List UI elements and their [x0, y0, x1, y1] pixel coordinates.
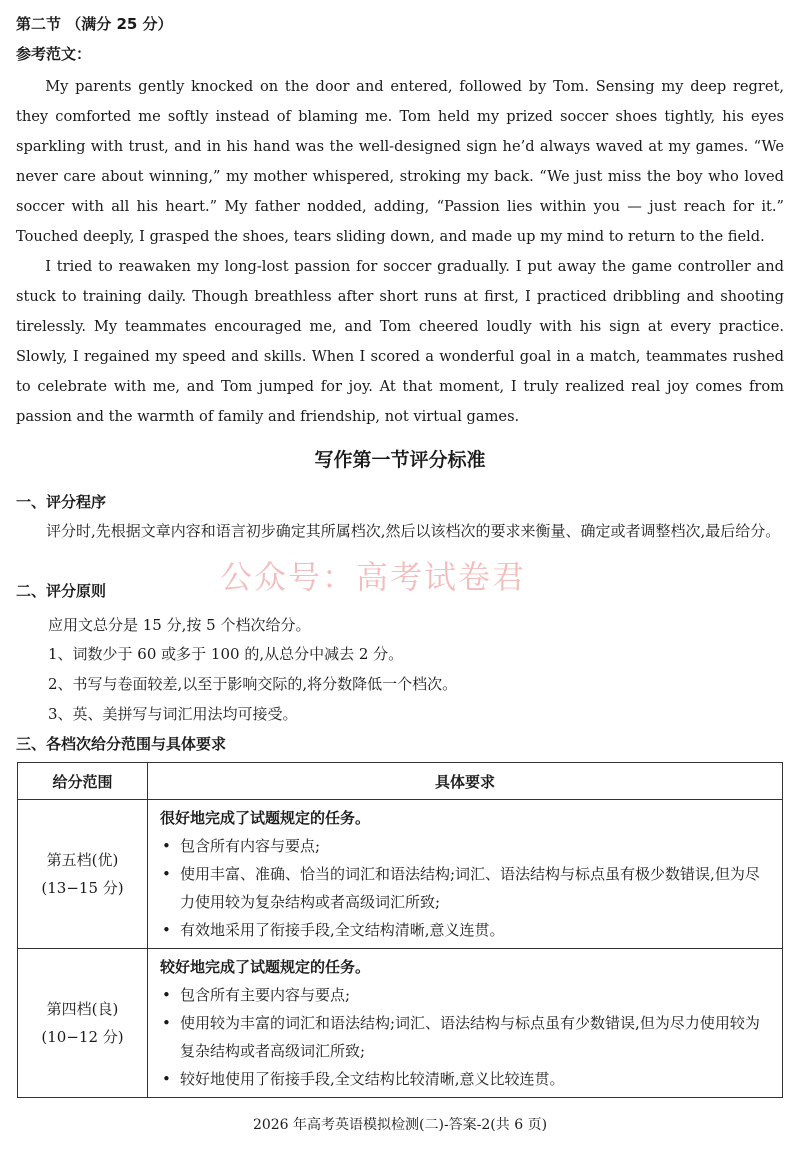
- sample-essay-label: 参考范文：: [16, 45, 92, 63]
- bullet-icon: •: [162, 1014, 171, 1032]
- sample-essay: [16, 72, 784, 432]
- watermark: 公众号：高考试卷君: [220, 558, 527, 596]
- page-footer: 2026 年高考英语模拟检测(二)-答案-2(共 6 页): [252, 1117, 548, 1133]
- essay-paragraph-2: I tried to reawaken my long-lost passion for soccer gradually. I put away the game controller and stuck to training daily. Though breathless after short runs at first, I practiced dribbling and shooting tirelessly. My teammates encouraged me, and Tom cheered loudly with his sign at every practice. Slowly, I regained my speed and skills. When I scored a wonderful goal in a match, teammates rushed to celebrate with me, and Tom jumped for joy. At that moment, I truly realized real joy comes from passion and the warmth of family and friendship, not virtual games.: [16, 258, 784, 425]
- part1-text: 评分时,先根据文章内容和语言初步确定其所属档次,然后以该档次的要求来衡量、确定或者调整档次,最后给分。: [46, 522, 781, 540]
- criteria-title: 写作第一节评分标准: [314, 449, 486, 471]
- requirement-summary: 较好地完成了试题规定的任务。: [160, 958, 371, 976]
- requirement-item: • 使用较为丰富的词汇和语法结构;词汇、语法结构与标点虽有少数错误,但为尽力使用较为复杂结构或者高级词汇所致;: [160, 1009, 772, 1065]
- requirement-item: • 包含所有主要内容与要点;: [160, 981, 772, 1009]
- bullet-icon: •: [162, 865, 171, 883]
- bullet-icon: •: [162, 986, 171, 1004]
- part2-line: 应用文总分是 15 分,按 5 个档次给分。: [48, 616, 311, 634]
- requirement-item: • 较好地使用了衔接手段,全文结构比较清晰,意义比较连贯。: [160, 1065, 772, 1093]
- section-title: 第二节 （满分 25 分）: [16, 15, 173, 33]
- table-row: [18, 800, 783, 949]
- bullet-icon: •: [162, 921, 171, 939]
- level-range: (13−15 分): [41, 879, 124, 897]
- level-name: 第四档(良): [46, 1000, 119, 1018]
- header-requirements: 具体要求: [148, 763, 783, 800]
- level-cell: [18, 949, 148, 1098]
- level-range: (10−12 分): [41, 1028, 124, 1046]
- part3-heading: 三、各档次给分范围与具体要求: [16, 735, 227, 753]
- bullet-icon: •: [162, 837, 171, 855]
- part1-heading: 一、评分程序: [16, 493, 107, 511]
- part2-line: 3、英、美拼写与词汇用法均可接受。: [48, 705, 298, 723]
- requirement-item: • 使用丰富、准确、恰当的词汇和语法结构;词汇、语法结构与标点虽有极少数错误,但为尽力使用较为复杂结构或者高级词汇所致;: [160, 860, 772, 916]
- part2-line: 2、书写与卷面较差,以至于影响交际的,将分数降低一个档次。: [48, 675, 458, 693]
- level-cell: [18, 800, 148, 949]
- bullet-icon: •: [162, 1070, 171, 1088]
- requirement-summary: 很好地完成了试题规定的任务。: [160, 809, 371, 827]
- level-name: 第五档(优): [46, 851, 119, 869]
- part2-heading: 二、评分原则: [16, 582, 107, 600]
- requirements-cell: [148, 949, 783, 1098]
- table-header-row: [18, 763, 783, 800]
- requirements-cell: [148, 800, 783, 949]
- table-row: [18, 949, 783, 1098]
- essay-paragraph-1: My parents gently knocked on the door and entered, followed by Tom. Sensing my deep regret, they comforted me softly instead of blaming me. Tom held my prized soccer shoes tightly, his eyes sparkling with trust, and in his hand was the well-designed sign he’d always waved at my games. “We never care about winning,” my mother whispered, stroking my back. “We just miss the boy who loved soccer with all his heart.” My father nodded, adding, “Passion lies within you — just reach for it.” Touched deeply, I grasped the shoes, tears sliding down, and made up my mind to return to the field.: [16, 78, 784, 245]
- part2-line: 1、词数少于 60 或多于 100 的,从总分中减去 2 分。: [48, 645, 404, 663]
- requirement-item: • 有效地采用了衔接手段,全文结构清晰,意义连贯。: [160, 916, 772, 944]
- grading-table: [17, 762, 783, 1098]
- header-range: 给分范围: [18, 763, 148, 800]
- requirement-item: • 包含所有内容与要点;: [160, 832, 772, 860]
